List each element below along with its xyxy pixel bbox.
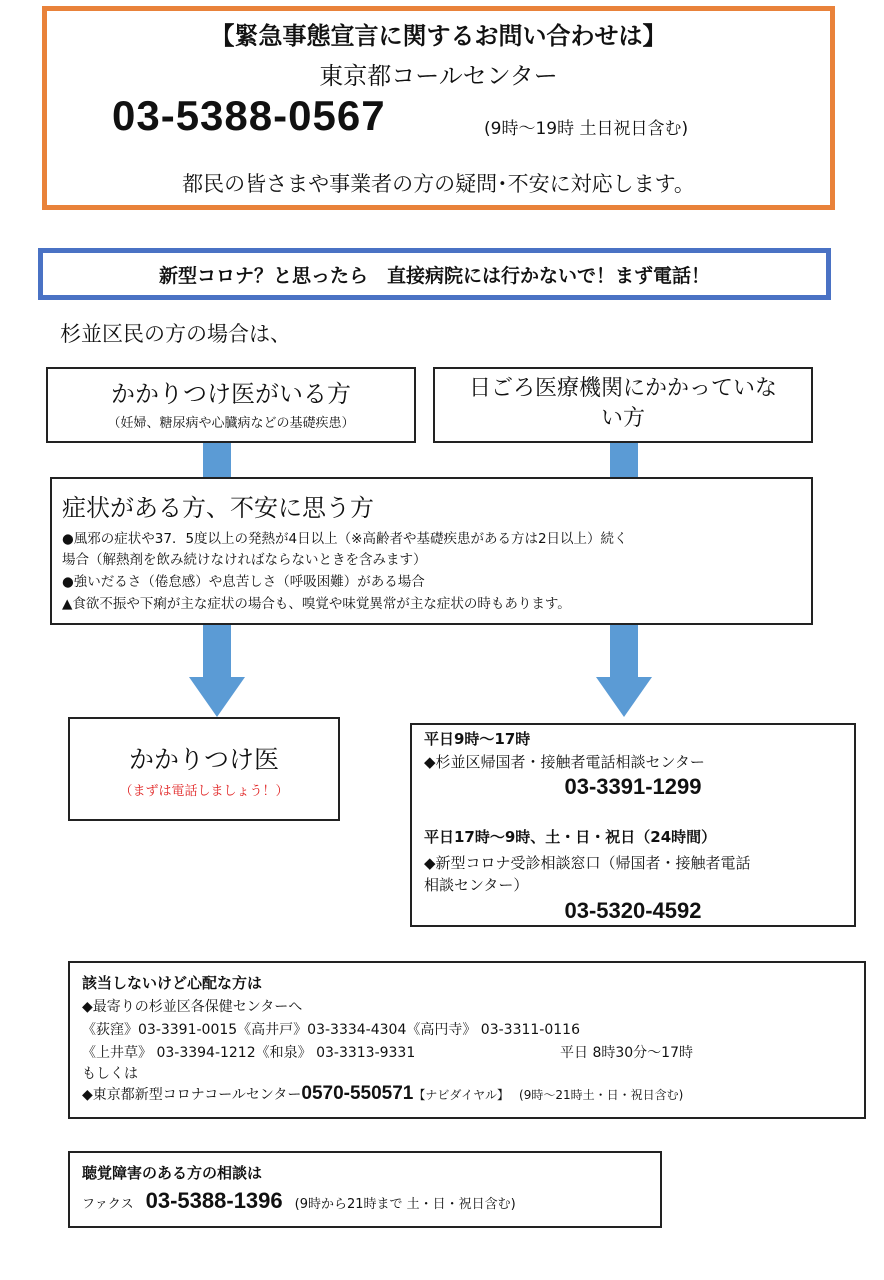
connector-left xyxy=(203,443,231,477)
hearing-impaired-title: 聴覚障害のある方の相談は xyxy=(82,1164,263,1182)
health-center-hours: 平日 8時30分～17時 xyxy=(560,1045,693,1061)
emergency-hours: (9時～19時 土日祝日含む) xyxy=(484,119,689,139)
fax-hours: (9時から21時まで 土・日・祝日含む) xyxy=(294,1197,516,1212)
symptoms-line1: ●風邪の症状や37．5度以上の発熱が4日以上（※高齢者や基礎疾患がある方は2日以上）続く xyxy=(62,531,628,547)
worried-title: 該当しないけど心配な方は xyxy=(82,974,263,992)
health-center-line: ◆最寄りの杉並区各保健センターへ xyxy=(82,999,303,1015)
warning-banner-text: 新型コロナ？と思ったら 直接病院には行かないで！まず電話！ xyxy=(158,265,710,287)
health-center-phones-2: 《上井草》 03-3394-1212《和泉》 03-3313-9331 xyxy=(82,1045,416,1061)
navi-dial-label: 【ナビダイヤル】 xyxy=(413,1088,510,1102)
has-doctor-title: かかりつけ医がいる方 xyxy=(111,380,351,408)
emergency-phone: 03-5388-0567 xyxy=(112,92,386,139)
connector-right xyxy=(610,443,638,477)
symptoms-line3: ●強いだるさ（倦怠感）や息苦しさ（呼吸困難）がある場合 xyxy=(62,574,425,590)
fax-number: 03-5388-1396 xyxy=(145,1188,283,1213)
fax-line xyxy=(82,1188,516,1214)
tokyo-consult-line1: ◆新型コロナ受診相談窓口（帰国者・接触者電話 xyxy=(424,854,751,872)
has-doctor-subtitle: （妊婦、糖尿病や心臓病などの基礎疾患） xyxy=(107,416,355,431)
tokyo-consult-line2: 相談センター） xyxy=(424,876,529,894)
symptoms-line2: 場合（解熱剤を飲み続けなければならないときを含みます） xyxy=(62,552,427,568)
no-doctor-line1: 日ごろ医療機関にかかっていな xyxy=(468,376,777,401)
tokyo-callcenter-line xyxy=(82,1083,683,1105)
or-text: もしくは xyxy=(82,1066,138,1082)
weekday-hours: 平日9時～17時 xyxy=(424,730,531,748)
family-doctor-note: （まずは電話しましょう！） xyxy=(119,784,289,799)
symptoms-title: 症状がある方、不安に思う方 xyxy=(62,494,374,522)
night-hours: 平日17時～9時、土・日・祝日（24時間） xyxy=(424,828,717,846)
tokyo-callcenter-name: ◆東京都新型コロナコールセンター xyxy=(82,1087,302,1103)
arrow-left-head xyxy=(189,677,245,717)
tokyo-consult-phone: 03-5320-4592 xyxy=(564,898,702,923)
family-doctor-title: かかりつけ医 xyxy=(128,745,279,774)
arrow-right-head xyxy=(596,677,652,717)
health-center-phones-1: 《荻窪》03-3391-0015《高井戸》03-3334-4304《高円寺》 03-3311-0116 xyxy=(82,1022,580,1038)
no-doctor-line2: い方 xyxy=(600,406,645,431)
symptoms-line4: ▲食欲不振や下痢が主な症状の場合も、嗅覚や味覚異常が主な症状の時もあります。 xyxy=(62,596,571,612)
emergency-title: 【緊急事態宣言に関するお問い合わせは】 xyxy=(210,22,667,50)
callcenter-name: 東京都コールセンター xyxy=(319,62,558,90)
fax-label: ファクス xyxy=(82,1197,134,1212)
suginami-center: ◆杉並区帰国者・接触者電話相談センター xyxy=(424,753,705,771)
arrow-left-shaft xyxy=(203,625,231,677)
arrow-right-shaft xyxy=(610,625,638,677)
tokyo-callcenter-phone: 0570-550571 xyxy=(301,1083,414,1104)
suginami-center-phone: 03-3391-1299 xyxy=(564,774,702,799)
intro-text: 杉並区民の方の場合は、 xyxy=(60,322,291,346)
emergency-description: 都民の皆さまや事業者の方の疑問･不安に対応します。 xyxy=(182,172,695,196)
tokyo-callcenter-hours: (9時～21時土・日・祝日含む) xyxy=(519,1088,684,1102)
